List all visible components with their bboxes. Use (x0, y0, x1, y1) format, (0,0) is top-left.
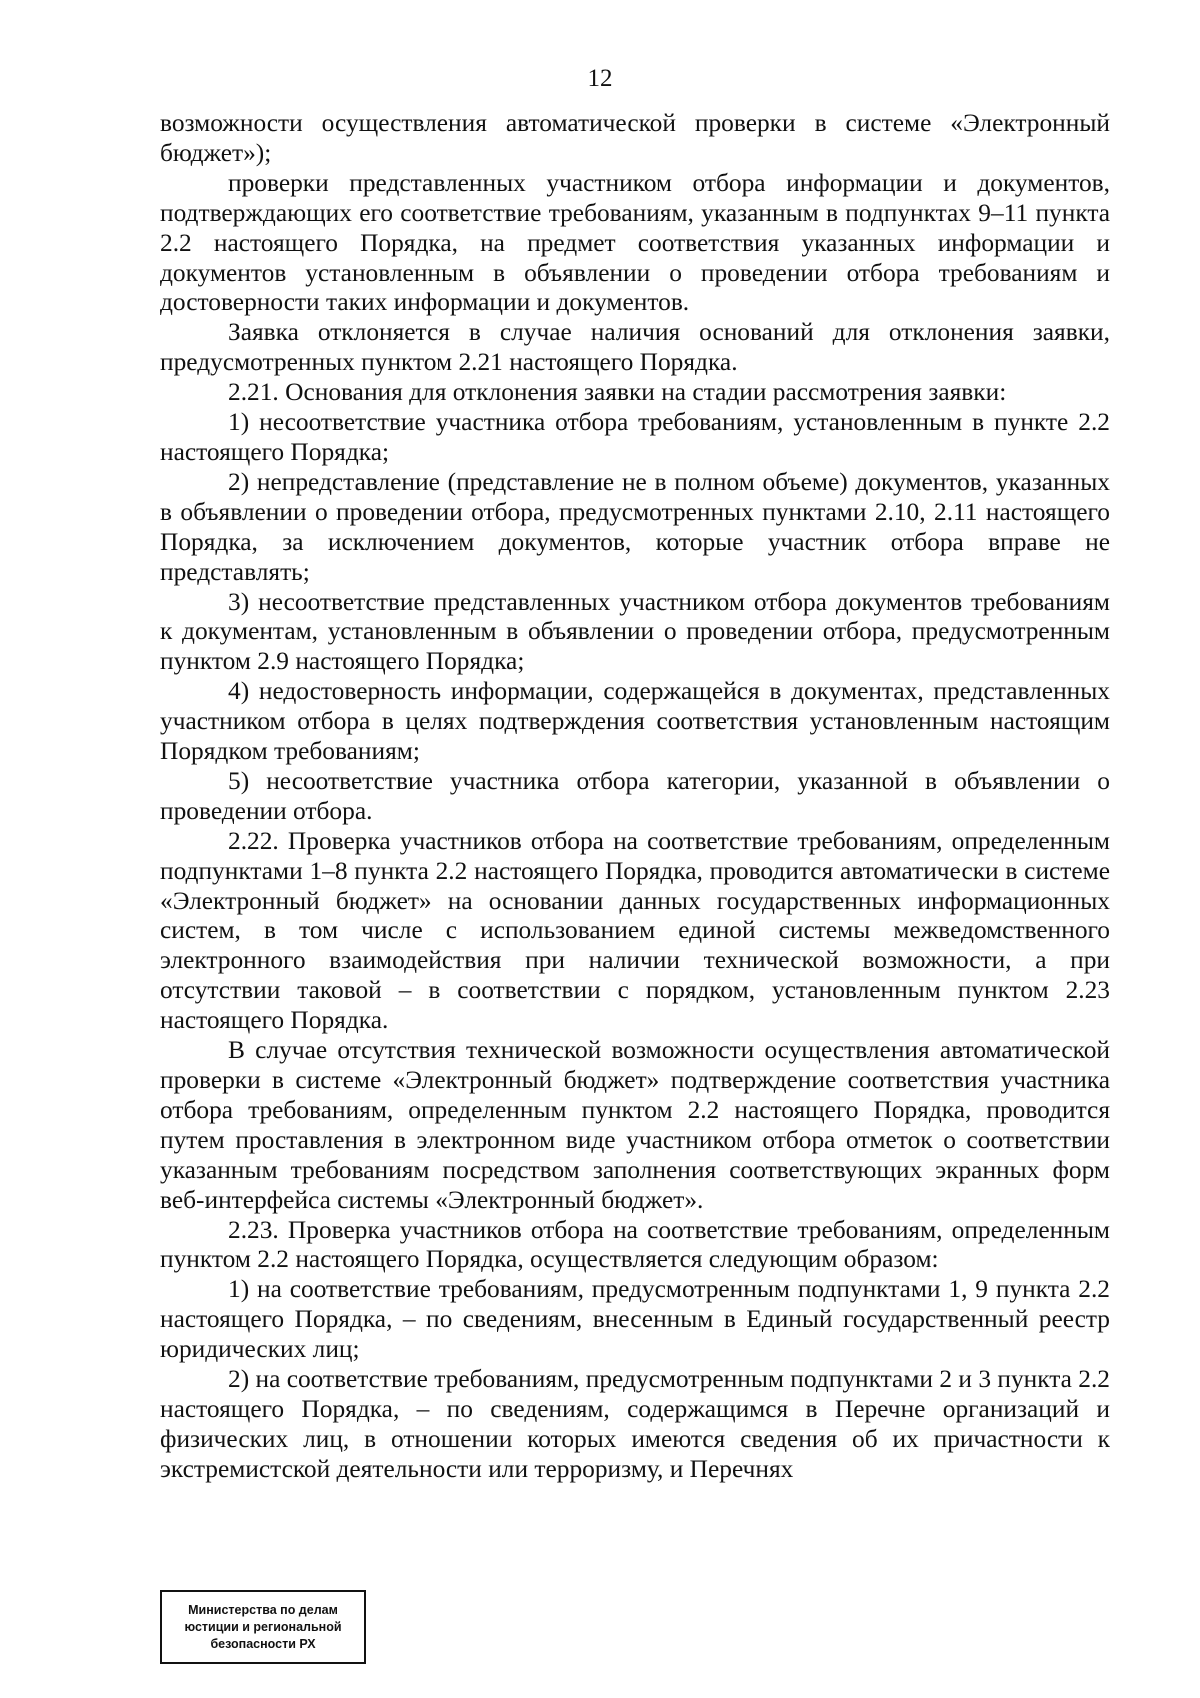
paragraph: 2.21. Основания для отклонения заявки на стадии рассмотрения заявки: (228, 378, 1007, 407)
paragraph: 2) непредставление (представление не в полном объеме) документов, указанных в объявлении о проведении отбора, предусмотренных пунктами 2.10, 2.11 настоящего Порядка, за исключением документов, которые участник отбора вправе не представлять; (160, 467, 1110, 586)
paragraph: 1) несоответствие участника отбора требованиям, установленным в пункте 2.2 настоящего Порядка; (160, 408, 1110, 466)
page-number: 12 (587, 65, 613, 92)
paragraph: 5) несоответствие участника отбора категории, указанной в объявлении о проведении отбора. (160, 766, 1110, 825)
paragraph: 2.23. Проверка участников отбора на соответствие требованиям, определенным пунктом 2.2 настоящего Порядка, осуществляется следующим образом: (160, 1215, 1110, 1274)
document-body (160, 109, 1110, 1485)
paragraph: 2) на соответствие требованиям, предусмотренным подпунктами 2 и 3 пункта 2.2 настоящего Порядка, – по сведениям, содержащимся в Перечне организаций и физических лиц, в отношении которых имеются сведения об их причастности к экстремистской деятельности или терроризму, и Перечнях (160, 1365, 1110, 1483)
stamp-line: юстиции и региональной (184, 1620, 342, 1634)
paragraph: 4) недостоверность информации, содержащейся в документах, представленных участником отбора в целях подтверждения соответствия установленным настоящим Порядком требованиям; (160, 677, 1110, 766)
paragraph: 1) на соответствие требованиям, предусмотренным подпунктами 1, 9 пункта 2.2 настоящего Порядка, – по сведениям, внесенным в Единый государственный реестр юридических лиц; (160, 1275, 1110, 1364)
paragraph: В случае отсутствия технической возможности осуществления автоматической проверки в системе «Электронный бюджет» подтверждение соответствия участника отбора требованиям, определенным пунктом 2.2 настоящего Порядка, проводится путем проставления в электронном виде участником отбора отметок о соответствии указанным требованиям посредством заполнения соответствующих экранных форм веб-интерфейса системы «Электронный бюджет». (160, 1036, 1110, 1214)
paragraph: 3) несоответствие представленных участником отбора документов требованиям к документам, установленным в объявлении о проведении отбора, предусмотренным пунктом 2.9 настоящего Порядка; (160, 587, 1110, 676)
stamp-line: безопасности РХ (210, 1637, 316, 1651)
ministry-stamp (160, 1590, 366, 1664)
paragraph: проверки представленных участником отбора информации и документов, подтверждающих его соответствие требованиям, указанным в подпунктах 9–11 пункта 2.2 настоящего Порядка, на предмет соответствия указанных информации и документов установленным в объявлении о проведении отбора требованиям и достоверности таких информации и документов. (160, 168, 1110, 317)
paragraph: возможности осуществления автоматической проверки в системе «Электронный бюджет»); (160, 109, 1110, 167)
stamp-line: Министерства по делам (188, 1603, 338, 1617)
paragraph: 2.22. Проверка участников отбора на соответствие требованиям, определенным подпунктами 1–8 пункта 2.2 настоящего Порядка, проводится автоматически в системе «Электронный бюджет» на основании данных государственных информационных систем, в том числе с использованием единой системы межведомственного электронного взаимодействия при наличии технической возможности, а при отсутствии таковой – в соответствии с порядком, установленным пунктом 2.23 настоящего Порядка. (160, 826, 1110, 1035)
paragraph: Заявка отклоняется в случае наличия оснований для отклонения заявки, предусмотренных пунктом 2.21 настоящего Порядка. (160, 318, 1110, 377)
